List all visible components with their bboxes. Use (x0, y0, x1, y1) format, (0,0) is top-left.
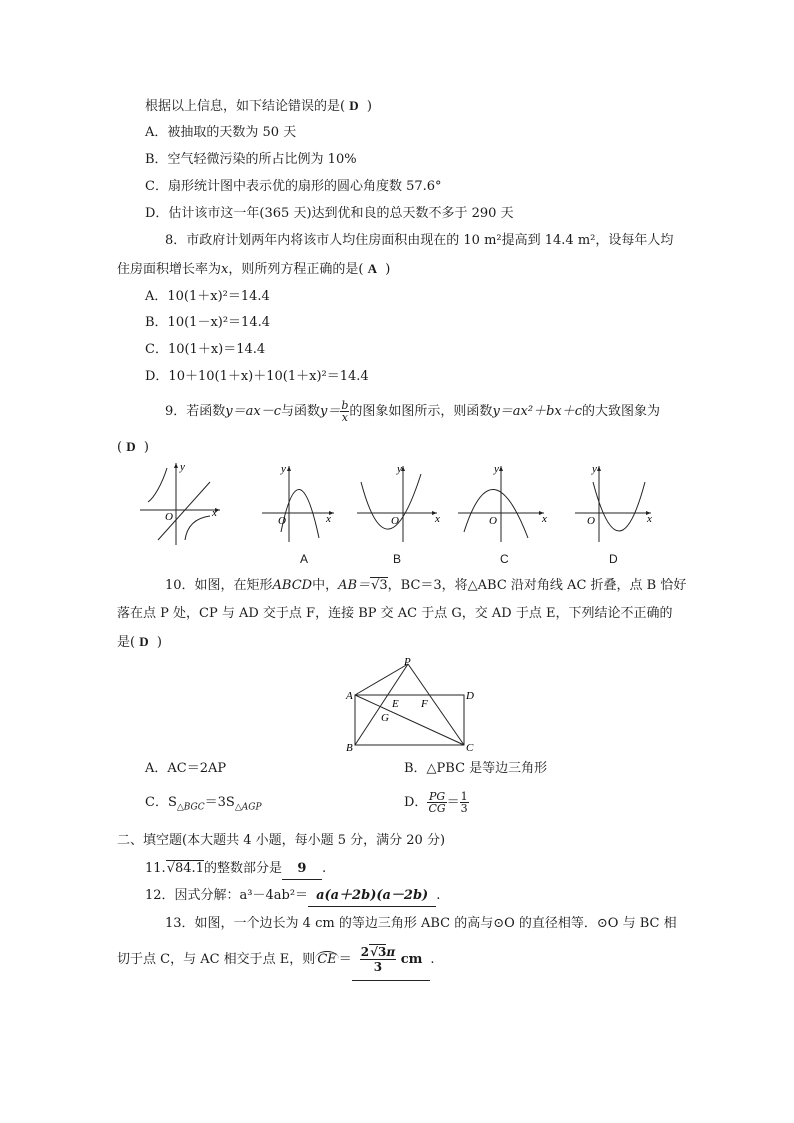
q10-option-b: B．△PBC 是等边三角形 (404, 761, 548, 776)
q7-option-b: B．空气轻微污染的所占比例为 10% (145, 152, 357, 167)
q10-point-g: G (381, 712, 389, 724)
q9-answer-line: ( D ) (117, 439, 149, 455)
q10-diagram (340, 655, 480, 755)
q9-graph-a (262, 460, 342, 545)
q9-graph-d-label: D (609, 552, 618, 566)
q10-line2: 落在点 P 处，CP 与 AD 交于点 F，连接 BP 交 AC 于点 G，交 AD 于点 E，下列结论不正确的 (117, 606, 673, 621)
q8-option-a: A．10(1＋x)²＝14.4 (145, 289, 270, 304)
q13-answer: $\frac{2√ 3\pi}{3}$ cm (352, 940, 431, 981)
q8-answer: A (367, 261, 377, 276)
q10-point-a: A (346, 690, 353, 702)
q9-graph-c (458, 460, 550, 545)
q13-line1: 13．如图，一个边长为 4 cm 的等边三角形 ABC 的高与⊙O 的直径相等．⊙O 与 BC 相 (165, 916, 677, 931)
svg-text:x: x (435, 513, 440, 525)
q8-line1: 8．市政府计划两年内将该市人均住房面积由现在的 10 m²提高到 14.4 m²，设每年人均 (165, 233, 674, 248)
q10-point-c: C (466, 742, 474, 754)
q10-point-d: D (466, 690, 474, 702)
q10-line3: 是( D ) (117, 634, 162, 650)
q11-answer: 9 (282, 859, 322, 880)
q9-given-origin: O (165, 511, 173, 523)
q10-point-f: F (421, 698, 428, 710)
q8-option-b: B．10(1－x)²＝14.4 (145, 315, 270, 330)
q10-option-c: C．$S_{\triangle BGC}=3S_{\triangle AGP}$ (145, 795, 262, 813)
q9-stem: 9．若函数y＝ax－c与函数y＝ $\frac{b}{x}$ 的图象如图所示，则函数y＝ax²＋bx＋c的大致图象为 (165, 399, 661, 424)
q10-point-p: P (404, 656, 411, 668)
q10-option-d: D． $\frac{PG}{CG}$ ＝ $\frac{1}{3}$ (404, 790, 468, 815)
q9-given-graph (140, 460, 230, 545)
q9-graph-c-label: C (500, 552, 509, 566)
q7-option-a: A．被抽取的天数为 50 天 (145, 125, 297, 140)
q7-option-c: C．扇形统计图中表示优的扇形的圆心角度数 57.6° (145, 179, 442, 194)
q9-graph-d (575, 460, 657, 545)
svg-text:y: y (592, 463, 597, 475)
section-fill-in-title: 二、填空题(本大题共 4 小题，每小题 5 分，满分 20 分) (117, 833, 446, 848)
q8-option-d: D．10＋10(1＋x)＋10(1＋x)²＝14.4 (145, 369, 369, 384)
svg-text:x: x (647, 513, 652, 525)
q10-point-e: E (392, 698, 399, 710)
q9-graph-a-label: A (300, 552, 309, 566)
q9-graph-b-label: B (393, 552, 402, 566)
svg-text:O: O (391, 515, 399, 527)
q9-given-y-label: y (180, 461, 185, 473)
q12-answer: a(a＋2b)(a－2b) (308, 886, 436, 907)
svg-text:O: O (587, 515, 595, 527)
svg-text:x: x (326, 513, 331, 525)
svg-text:O: O (489, 515, 497, 527)
svg-text:x: x (542, 513, 547, 525)
q9-given-x-label: x (212, 507, 217, 519)
svg-text:O: O (278, 515, 286, 527)
svg-text:y: y (397, 463, 402, 475)
q8-option-c: C．10(1＋x)＝14.4 (145, 342, 266, 357)
svg-text:y: y (494, 463, 499, 475)
svg-text:y: y (281, 463, 286, 475)
q7-stem: 根据以上信息，如下结论错误的是( D ) (145, 98, 372, 114)
q13-line2: 切于点 C，与 AC 相交于点 E，则 CE ＝ $\frac{2√ 3\pi}{3}$ cm . (117, 940, 435, 981)
q12-line: 12．因式分解：a³－4ab²＝ a(a＋2b)(a－2b) . (145, 886, 440, 907)
q8-line2: 住房面积增长率为x，则所列方程正确的是( A ) (117, 261, 391, 277)
q9-graph-b (357, 460, 445, 545)
q10-option-a: A．AC＝2AP (145, 761, 227, 776)
q7-option-d: D．估计该市这一年(365 天)达到优和良的总天数不多于 290 天 (145, 206, 514, 221)
q10-line1: 10．如图，在矩形ABCD中，AB＝√ 3，BC＝3，将△ABC 沿对角线 AC 折叠，点 B 恰好 (165, 576, 686, 596)
q11-line: 11.√ 84.1的整数部分是 9 . (145, 859, 326, 880)
q10-answer: D (139, 634, 149, 649)
q10-point-b: B (346, 742, 353, 754)
q7-answer: D (349, 98, 359, 113)
q9-answer: D (126, 439, 136, 454)
